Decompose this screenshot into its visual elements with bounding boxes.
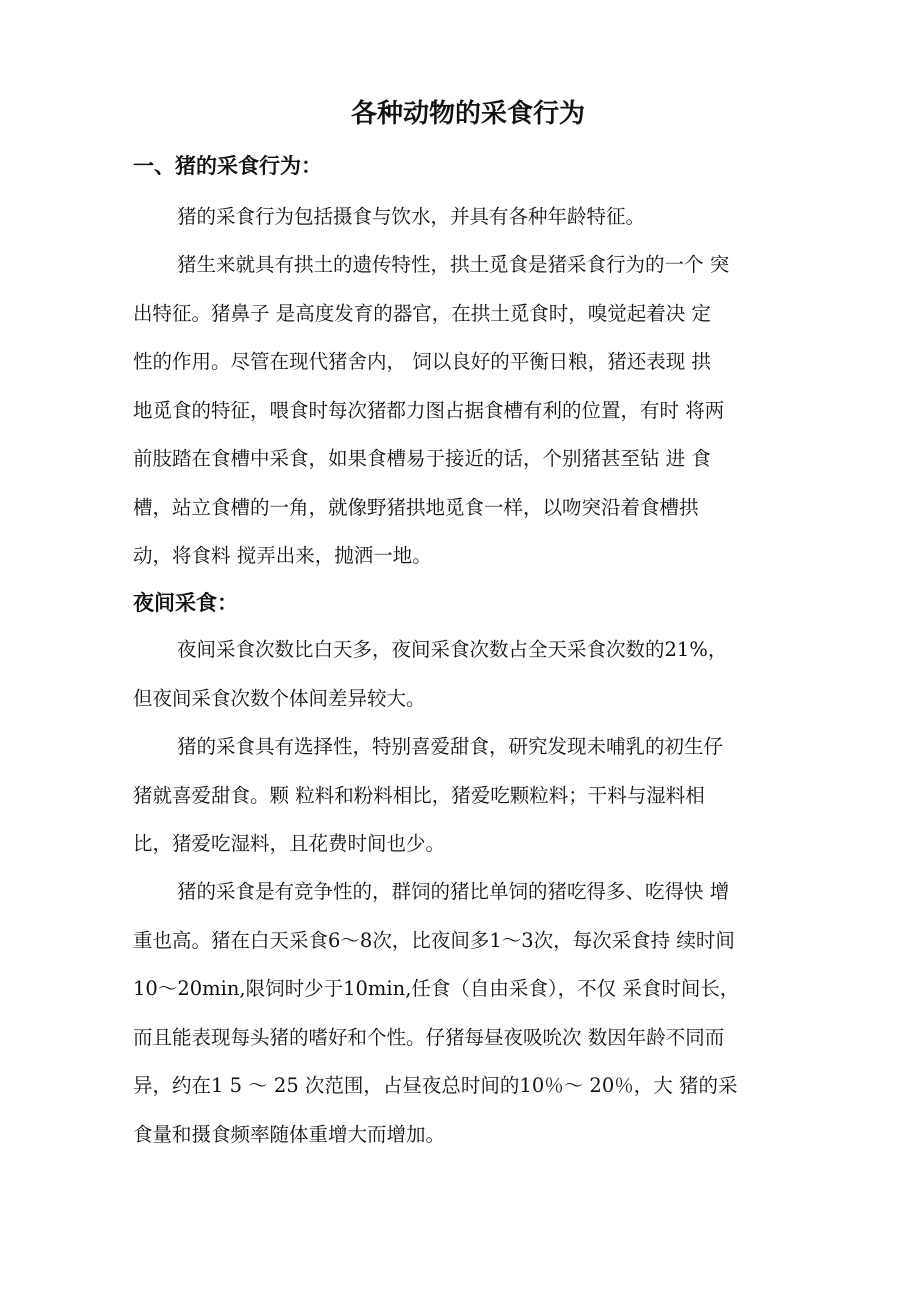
text-line: 而且能表现每头猪的嗜好和个性。仔猪每昼夜吸吮次 数因年龄不同而 (133, 1025, 725, 1049)
text-line: 重也高。猪在白天采食6～8次，比夜间多1～3次，每次采食持 续时间 (133, 928, 735, 952)
text-line: 但夜间采食次数个体间差异较大。 (133, 686, 426, 710)
paragraph (133, 626, 813, 723)
text-line: 动，将食料 搅弄出来，抛洒一地。 (133, 544, 432, 567)
text-line: 地觅食的特征，喂食时每次猪都力图占据食槽有利的位置，有时 将两 (133, 398, 725, 422)
text-line: 猪的采食是有竞争性的，群饲的猪比单饲的猪吃得多、吃得快 增 (177, 880, 730, 903)
section-heading-pig-feeding: 一、猪的采食行为： (133, 154, 322, 178)
text-line: 槽，站立食槽的一角，就像野猪拱地觅食一样，以吻突沿着食槽拱 (133, 495, 699, 519)
text-line: 前肢踏在食槽中采食，如果食槽易于接近的话，个别猪甚至钻 进 食 (133, 447, 711, 470)
text-line: 食量和摄食频率随体重增大而增加。 (133, 1122, 446, 1146)
paragraph (133, 868, 813, 1159)
paragraph (133, 723, 813, 869)
document-title: 各种动物的采食行为 (350, 99, 585, 129)
paragraph (133, 193, 813, 242)
paragraph (133, 241, 813, 581)
text-line: 猪就喜爱甜食。颗 粒料和粉料相比，猪爱吃颗粒料；干料与湿料相 (133, 783, 705, 807)
text-line: 猪的采食具有选择性，特别喜爱甜食，研究发现未哺乳的初生仔 (177, 735, 724, 758)
text-line: 比，猪爱吃湿料，且花费时间也少。 (133, 832, 446, 855)
text-line: 异，约在1 5 ～ 25 次范围，占昼夜总时间的10％～ 20％，大 猪的采 (133, 1074, 738, 1097)
text-line: 出特征。猪鼻子 是高度发育的器官，在拱土觅食时，嗅觉起着决 定 (133, 301, 711, 325)
text-line: 性的作用。尽管在现代猪舍内， 饲以良好的平衡日粮，猪还表现 拱 (133, 350, 711, 373)
text-line: 猪的采食行为包括摄食与饮水，并具有各种年龄特征。 (177, 205, 646, 228)
section-heading-night-feeding: 夜间采食： (133, 591, 238, 615)
text-line: 猪生来就具有拱土的遗传特性，拱土觅食是猪采食行为的一个 突 (177, 253, 730, 276)
text-line: 夜间采食次数比白天多，夜间采食次数占全天采食次数的21%， (177, 638, 728, 661)
text-line: 10～20min,限饲时少于10min,任食（自由采食），不仅 采食时间长， (133, 977, 740, 1000)
